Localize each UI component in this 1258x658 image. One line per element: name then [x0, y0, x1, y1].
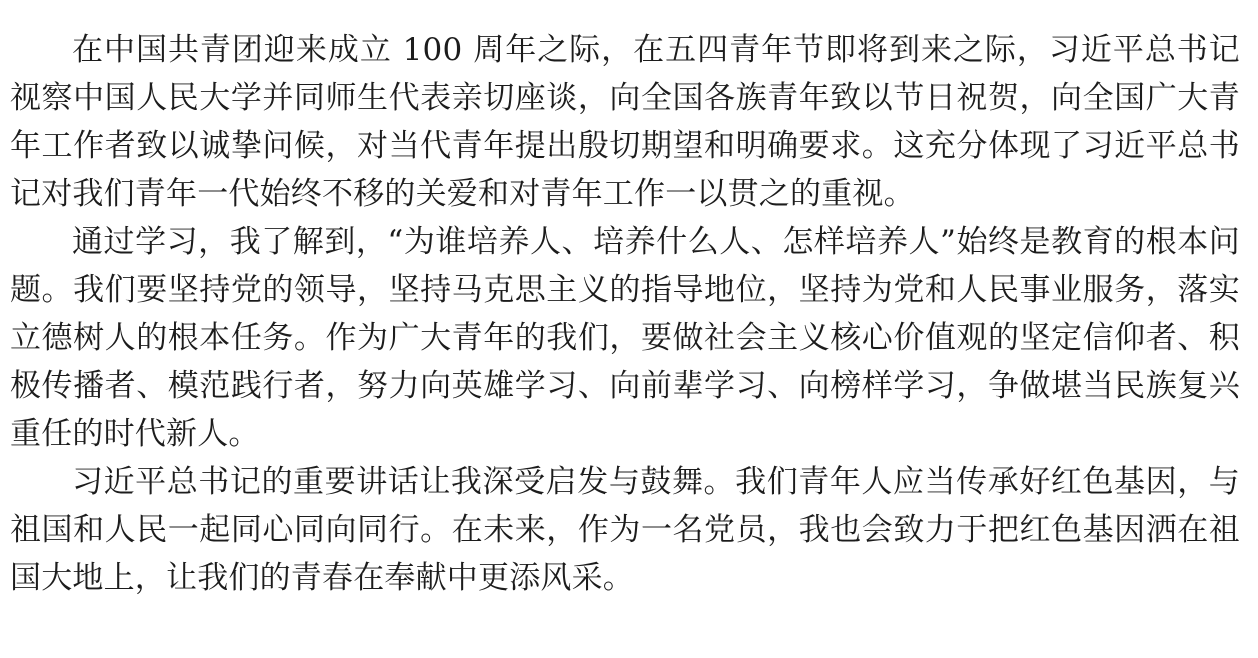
paragraph-1: 在中国共青团迎来成立 100 周年之际，在五四青年节即将到来之际，习近平总书记视察中国人民大学并同师生代表亲切座谈，向全国各族青年致以节日祝贺，向全国广大青年工作者致以诚挚问候，对当代青年提出殷切期望和明确要求。这充分体现了习近平总书记对我们青年一代始终不移的关爱和对青年工作一以贯之的重视。	[10, 32, 1240, 212]
paragraph-2: 通过学习，我了解到，“为谁培养人、培养什么人、怎样培养人”始终是教育的根本问题。我们要坚持党的领导，坚持马克思主义的指导地位，坚持为党和人民事业服务，落实立德树人的根本任务。作为广大青年的我们，要做社会主义核心价值观的坚定信仰者、积极传播者、模范践行者，努力向英雄学习、向前辈学习、向榜样学习，争做堪当民族复兴重任的时代新人。	[10, 224, 1240, 452]
document-body	[10, 26, 1240, 602]
paragraph-3: 习近平总书记的重要讲话让我深受启发与鼓舞。我们青年人应当传承好红色基因，与祖国和人民一起同心同向同行。在未来，作为一名党员，我也会致力于把红色基因洒在祖国大地上，让我们的青春在奉献中更添风采。	[10, 464, 1240, 596]
